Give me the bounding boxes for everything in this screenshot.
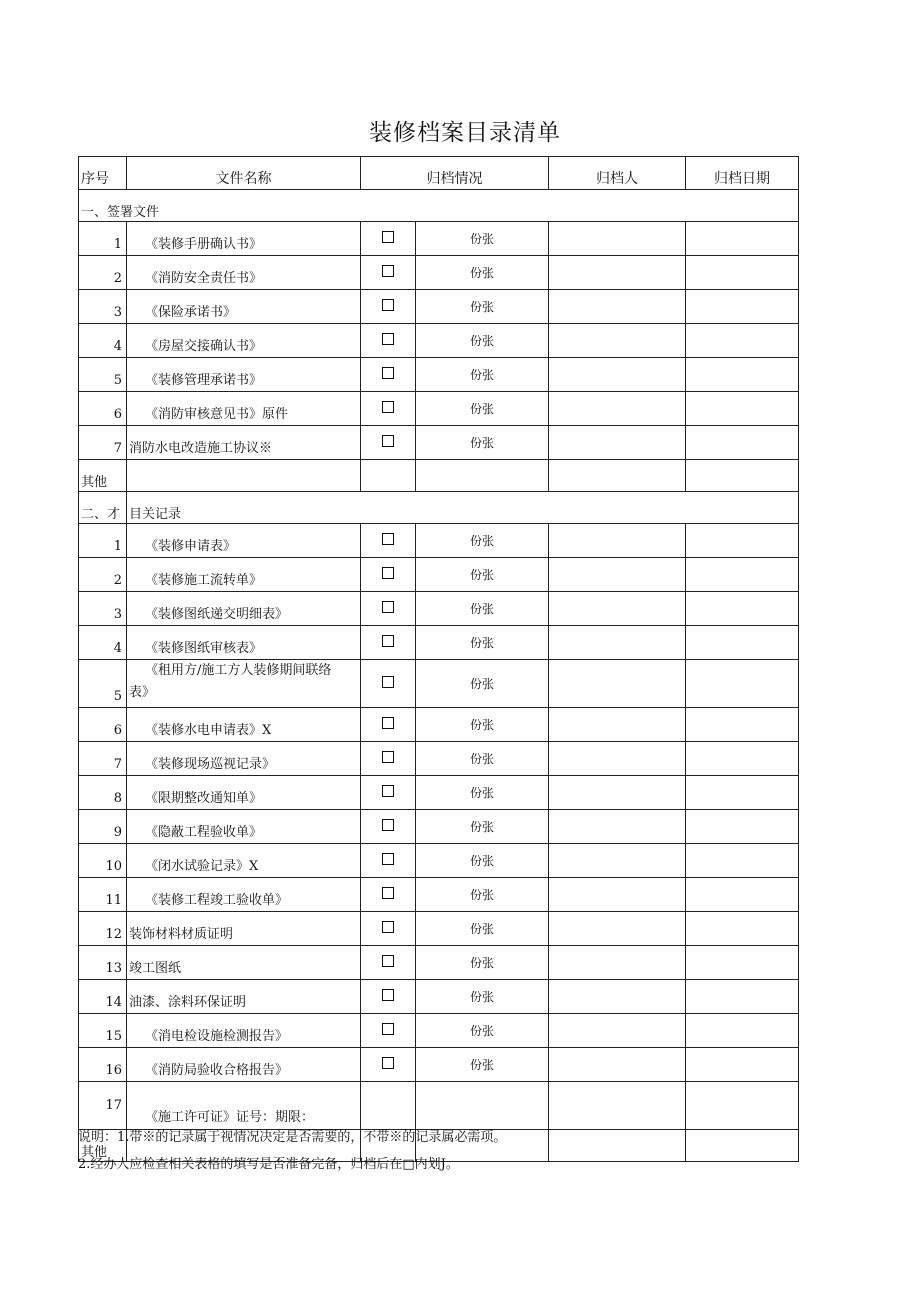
archiver-cell <box>549 1048 686 1082</box>
copies-unit: 份张 <box>416 524 549 558</box>
table-row <box>79 1048 799 1082</box>
archiver-cell <box>549 912 686 946</box>
copies-unit: 份张 <box>416 912 549 946</box>
document-name-line-2: 表》 <box>129 685 156 700</box>
archive-checkbox-cell <box>361 742 416 776</box>
archive-checkbox[interactable] <box>382 887 394 899</box>
archive-checkbox[interactable] <box>382 989 394 1001</box>
page-title: 装修档案目录清单 <box>369 120 561 146</box>
header-name: 文件名称 <box>127 157 361 190</box>
archive-checkbox-cell <box>361 392 416 426</box>
archive-date-cell <box>686 1014 799 1048</box>
note-line-1: 说明：1.带※的记录属于视情况决定是否需要的，不带※的记录属必需项。 <box>78 1130 507 1145</box>
table-row <box>79 776 799 810</box>
table-row <box>79 558 799 592</box>
document-name: 《装修现场巡视记录》 <box>127 742 361 776</box>
section-label: 二、才 <box>79 492 127 524</box>
header-date: 归档日期 <box>686 157 799 190</box>
table-row <box>79 426 799 460</box>
document-name: 装饰材料材质证明 <box>127 912 361 946</box>
status-check-cell <box>361 1082 416 1130</box>
archive-checkbox-cell <box>361 358 416 392</box>
archive-date-cell <box>686 592 799 626</box>
archive-checkbox-cell <box>361 946 416 980</box>
archiver-cell <box>549 592 686 626</box>
document-name: 《装修手册确认书》 <box>127 222 361 256</box>
document-name: 《装修水电申请表》X <box>127 708 361 742</box>
archive-checkbox[interactable] <box>382 1057 394 1069</box>
archive-checkbox-cell <box>361 290 416 324</box>
archive-checkbox-cell <box>361 324 416 358</box>
table-row <box>79 222 799 256</box>
archive-checkbox[interactable] <box>382 567 394 579</box>
copies-unit: 份张 <box>416 708 549 742</box>
row-number: 13 <box>79 946 127 980</box>
row-number: 5 <box>79 358 127 392</box>
archive-checkbox-cell <box>361 708 416 742</box>
archiver-cell <box>549 626 686 660</box>
row-number: 6 <box>79 708 127 742</box>
archiver-cell <box>549 660 686 708</box>
archive-checkbox[interactable] <box>382 435 394 447</box>
archiver-cell <box>549 844 686 878</box>
archive-checkbox-cell <box>361 980 416 1014</box>
copies-unit: 份张 <box>416 358 549 392</box>
archive-date-cell <box>686 392 799 426</box>
archive-date-cell <box>686 1082 799 1130</box>
document-name: 《保险承诺书》 <box>127 290 361 324</box>
archive-checkbox-cell <box>361 558 416 592</box>
table-row <box>79 1014 799 1048</box>
copies-unit: 份张 <box>416 324 549 358</box>
row-number: 11 <box>79 878 127 912</box>
archiver-cell <box>549 222 686 256</box>
header-status: 归档情况 <box>361 157 549 190</box>
archive-date-cell <box>686 776 799 810</box>
archiver-cell <box>549 878 686 912</box>
document-name: 《装修申请表》 <box>127 524 361 558</box>
archive-checkbox[interactable] <box>382 751 394 763</box>
other-label: 其他 <box>79 1130 127 1162</box>
archiver-cell <box>549 558 686 592</box>
table-row <box>79 626 799 660</box>
table-row <box>79 810 799 844</box>
document-name: 《装修图纸审核表》 <box>127 626 361 660</box>
archive-checkbox-cell <box>361 626 416 660</box>
document-name: 《消电检设施检测报告》 <box>127 1014 361 1048</box>
document-name: 《房屋交接确认书》 <box>127 324 361 358</box>
other-label: 其他 <box>79 460 127 492</box>
archive-date-cell <box>686 980 799 1014</box>
archive-checkbox[interactable] <box>382 1023 394 1035</box>
table-header <box>79 157 799 190</box>
document-name: 《闭水试验记录》X <box>127 844 361 878</box>
archive-date-cell <box>686 1048 799 1082</box>
archive-date-cell <box>686 222 799 256</box>
copies-unit: 份张 <box>416 256 549 290</box>
archive-date-cell <box>686 290 799 324</box>
archive-checkbox-cell <box>361 426 416 460</box>
archive-checkbox[interactable] <box>382 785 394 797</box>
table-row <box>79 358 799 392</box>
archiver-cell <box>549 256 686 290</box>
archive-checkbox-cell <box>361 1048 416 1082</box>
table-row <box>79 392 799 426</box>
archive-checkbox-cell <box>361 1014 416 1048</box>
archive-date-cell <box>686 708 799 742</box>
archive-checkbox-cell <box>361 810 416 844</box>
document-name-line-1: 《租用方/施工方人装修期间联络 <box>145 663 332 678</box>
archiver-cell <box>549 1014 686 1048</box>
archive-checkbox[interactable] <box>382 853 394 865</box>
archiver-cell <box>549 980 686 1014</box>
copies-unit: 份张 <box>416 844 549 878</box>
row-number: 6 <box>79 392 127 426</box>
document-name: 《隐蔽工程验收单》 <box>127 810 361 844</box>
archive-checkbox-cell <box>361 592 416 626</box>
table-row <box>79 980 799 1014</box>
table-row <box>79 524 799 558</box>
table-row <box>79 708 799 742</box>
archiver-cell <box>549 776 686 810</box>
row-number: 7 <box>79 742 127 776</box>
row-number: 3 <box>79 290 127 324</box>
document-name: 消防水电改造施工协议※ <box>127 426 361 460</box>
status-count-cell <box>416 1082 549 1130</box>
archiver-cell <box>549 392 686 426</box>
copies-unit: 份张 <box>416 626 549 660</box>
archive-checkbox[interactable] <box>382 717 394 729</box>
row-number: 4 <box>79 324 127 358</box>
copies-unit: 份张 <box>416 392 549 426</box>
table-row <box>79 324 799 358</box>
archive-checkbox[interactable] <box>382 635 394 647</box>
archive-date-cell <box>686 558 799 592</box>
row-number: 1 <box>79 524 127 558</box>
archive-checkbox-cell <box>361 776 416 810</box>
copies-unit: 份张 <box>416 1014 549 1048</box>
archive-checkbox[interactable] <box>382 601 394 613</box>
archiver-cell <box>549 946 686 980</box>
document-name <box>127 660 361 708</box>
row-number: 1 <box>79 222 127 256</box>
archive-checkbox-cell <box>361 256 416 290</box>
row-number: 5 <box>79 660 127 708</box>
archive-checkbox[interactable] <box>382 333 394 345</box>
table-row <box>79 290 799 324</box>
archiver-cell <box>549 1082 686 1130</box>
table-row <box>79 256 799 290</box>
table-row <box>79 1082 799 1130</box>
row-number: 17 <box>79 1082 127 1130</box>
document-name: 《装修图纸递交明细表》 <box>127 592 361 626</box>
row-number: 16 <box>79 1048 127 1082</box>
other-row <box>79 460 799 492</box>
copies-unit: 份张 <box>416 810 549 844</box>
notes <box>78 1124 506 1178</box>
copies-unit: 份张 <box>416 946 549 980</box>
archiver-cell <box>549 460 686 492</box>
status-count-cell <box>416 460 549 492</box>
archive-checkbox[interactable] <box>382 921 394 933</box>
archive-date-cell <box>686 324 799 358</box>
table-row <box>79 878 799 912</box>
archiver-cell <box>549 358 686 392</box>
archive-date-cell <box>686 810 799 844</box>
document-name: 油漆、涂料环保证明 <box>127 980 361 1014</box>
table-row <box>79 912 799 946</box>
row-number: 14 <box>79 980 127 1014</box>
row-number: 9 <box>79 810 127 844</box>
archiver-cell <box>549 742 686 776</box>
archiver-cell <box>549 290 686 324</box>
archive-checkbox[interactable] <box>382 819 394 831</box>
header-person: 归档人 <box>549 157 686 190</box>
section-label: 一、签署文件 <box>79 190 799 222</box>
document-name: 《装修工程竣工验收单》 <box>127 878 361 912</box>
archive-date-cell <box>686 946 799 980</box>
document-name: 《装修管理承诺书》 <box>127 358 361 392</box>
section-label-cont: 目关记录 <box>127 492 799 524</box>
archive-checkbox-cell <box>361 912 416 946</box>
archive-date-cell <box>686 524 799 558</box>
copies-unit: 份张 <box>416 776 549 810</box>
archive-checkbox-cell <box>361 222 416 256</box>
document-name: 《装修施工流转单》 <box>127 558 361 592</box>
archive-checkbox[interactable] <box>382 533 394 545</box>
row-number: 8 <box>79 776 127 810</box>
row-number: 4 <box>79 626 127 660</box>
copies-unit: 份张 <box>416 742 549 776</box>
document-name: 《消防局验收合格报告》 <box>127 1048 361 1082</box>
section-header <box>79 492 799 524</box>
section-header <box>79 190 799 222</box>
row-number: 15 <box>79 1014 127 1048</box>
archive-date-cell <box>686 844 799 878</box>
archive-checkbox[interactable] <box>382 367 394 379</box>
archive-checkbox[interactable] <box>382 955 394 967</box>
archive-table <box>78 156 799 1162</box>
copies-unit: 份张 <box>416 558 549 592</box>
document-name: 《施工许可证》证号：期限： <box>127 1082 361 1130</box>
row-number: 10 <box>79 844 127 878</box>
archive-checkbox[interactable] <box>382 401 394 413</box>
header-seq: 序号 <box>79 157 127 190</box>
archive-checkbox[interactable] <box>382 299 394 311</box>
copies-unit: 份张 <box>416 426 549 460</box>
copies-unit: 份张 <box>416 592 549 626</box>
archive-date-cell <box>686 1130 799 1162</box>
archive-checkbox[interactable] <box>382 265 394 277</box>
copies-unit: 份张 <box>416 290 549 324</box>
copies-unit: 份张 <box>416 878 549 912</box>
archive-checkbox[interactable] <box>382 676 394 688</box>
archive-date-cell <box>686 358 799 392</box>
archive-checkbox[interactable] <box>382 231 394 243</box>
archive-checkbox-cell <box>361 878 416 912</box>
document-name: 竣工图纸 <box>127 946 361 980</box>
document-name: 《消防安全责任书》 <box>127 256 361 290</box>
archiver-cell <box>549 324 686 358</box>
archiver-cell <box>549 708 686 742</box>
archive-date-cell <box>686 460 799 492</box>
copies-unit: 份张 <box>416 980 549 1014</box>
row-number: 2 <box>79 558 127 592</box>
table-row <box>79 946 799 980</box>
other-name-cell <box>127 460 361 492</box>
table-row <box>79 592 799 626</box>
table-row <box>79 844 799 878</box>
document-name: 《限期整改通知单》 <box>127 776 361 810</box>
row-number: 12 <box>79 912 127 946</box>
archive-date-cell <box>686 912 799 946</box>
note-line-2: 2.经办人应检查相关表格的填写是否准备完备，归档后在□内划J。 <box>78 1157 459 1172</box>
row-number: 7 <box>79 426 127 460</box>
row-number: 3 <box>79 592 127 626</box>
archive-checkbox-cell <box>361 844 416 878</box>
archive-date-cell <box>686 426 799 460</box>
archiver-cell <box>549 1130 686 1162</box>
archiver-cell <box>549 524 686 558</box>
archive-checkbox-cell <box>361 524 416 558</box>
archive-date-cell <box>686 256 799 290</box>
row-number: 2 <box>79 256 127 290</box>
archiver-cell <box>549 426 686 460</box>
table-row <box>79 742 799 776</box>
table-row <box>79 660 799 708</box>
archive-date-cell <box>686 626 799 660</box>
archive-date-cell <box>686 878 799 912</box>
copies-unit: 份张 <box>416 222 549 256</box>
copies-unit: 份张 <box>416 660 549 708</box>
copies-unit: 份张 <box>416 1048 549 1082</box>
archiver-cell <box>549 810 686 844</box>
archive-checkbox-cell <box>361 660 416 708</box>
archive-date-cell <box>686 742 799 776</box>
status-check-cell <box>361 460 416 492</box>
document-name: 《消防审核意见书》原件 <box>127 392 361 426</box>
archive-date-cell <box>686 660 799 708</box>
